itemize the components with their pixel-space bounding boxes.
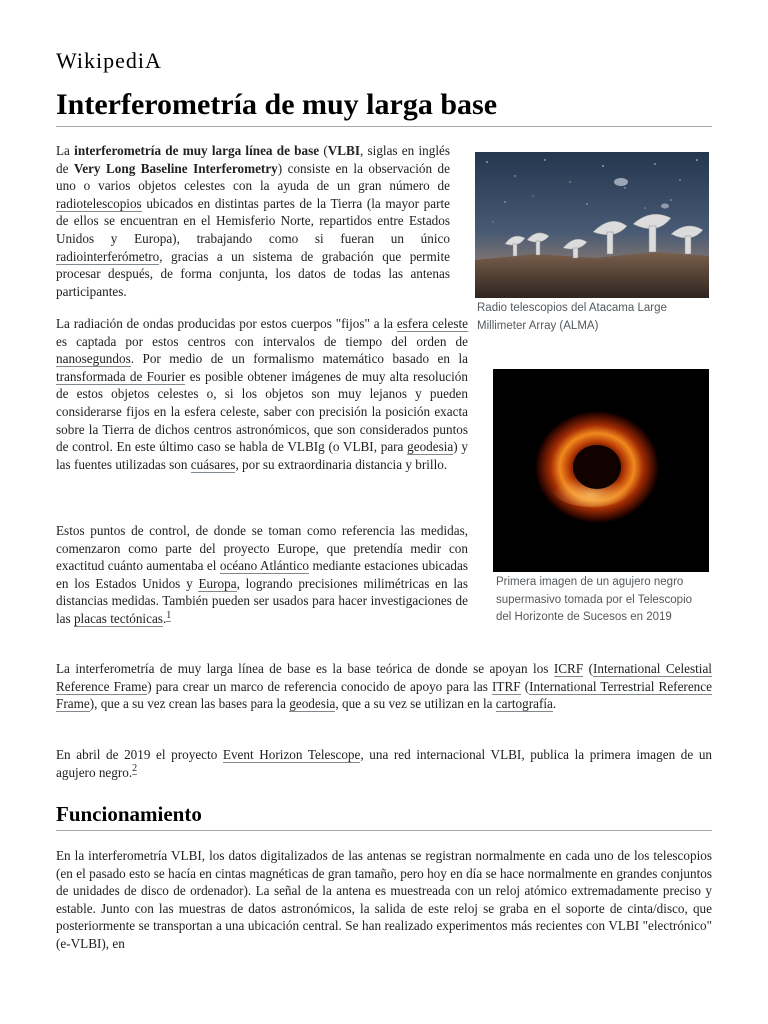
reference-2[interactable]: 2 [132,763,138,775]
link-cartografia[interactable]: cartografía [495,696,553,712]
funcionamiento-paragraph: En la interferometría VLBI, los datos digitalizados de las antenas se registran normalmente en cada uno de los telescopios (en el pasado esto se hacía en cintas magnéticas de gran tamaño, pero hoy en día se hace normalmente en grandes conjuntos de unidades de disco de ordenador). La señal de la antena es muestreada con un reloj atómico extremadamente preciso y estable. Junto con las muestras de datos astronómicos, la salida de este reloj se graba en el soporte de cinta/disco, que posteriormente se transportan a una ubicación central. Se han realizado experimentos más recientes con VLBI "electrónico" (e-VLBI), en [56,848,712,951]
section-heading-funcionamiento: Funcionamiento [56,800,712,831]
link-radiointerferometro[interactable]: radiointerferómetro [56,248,160,264]
link-geodesia-2[interactable]: geodesia [289,696,336,712]
link-icrf-full[interactable]: International Celestial Reference Frame [56,661,712,694]
wikipedia-wordmark[interactable]: WikipediA [56,48,162,73]
figure-caption-alma: Radio telescopios del Atacama Large Millimeter Array (ALMA) [477,302,667,332]
link-itrf-full[interactable]: International Terrestrial Reference Frame [56,678,712,712]
radiation-paragraph: La radiación de ondas producidas por estos cuerpos "fijos" a la esfera celeste es captada por estos centros con intervalos de tiempo del orden de nanosegundos. Por medio de un formalismo matemático basado en la transformada de Fourier es posible obtener imágenes de muy alta resolución de estos objetos celestes o, si los objetos son muy lejanos y pueden considerarse fijos en la esfera celeste, saber con precisión la posición exacta sobre la Tierra de dichos centros astronómicos, que son considerados puntos de control. En este último caso se habla de VLBIg (o VLBI, para geodesia) y las fuentes utilizadas son cuásares, por su extraordinaria distancia y brillo. [56,316,468,472]
alma-telescopes-image[interactable] [475,152,709,298]
link-europa[interactable]: Europa [198,575,237,591]
icrf-paragraph: La interferometría de muy larga línea de base es la base teórica de donde se apoyan los ICRF (International Celestial Reference Frame) para crear un marco de referencia conocido de apoyo para las ITRF (International Terrestrial Reference Frame), que a su vez crean las bases para la geodesia, que a su vez se utilizan en la cartografía. [56,661,712,712]
black-hole-image[interactable] [493,369,709,572]
link-oceano-atlantico[interactable]: océano Atlántico [219,558,310,574]
link-itrf[interactable]: ITRF [492,678,521,694]
link-radiotelescopios[interactable]: radiotelescopios [56,195,142,211]
link-cuasares[interactable]: cuásares [190,456,236,472]
figure-alma [475,152,709,335]
figure-black-hole [493,369,709,627]
figure-caption-black-hole: Primera imagen de un agujero negro supermasivo tomada por el Telescopio del Horizonte de Sucesos en 2019 [496,576,693,623]
link-event-horizon-telescope[interactable]: Event Horizon Telescope [222,747,361,762]
eht-paragraph: En abril de 2019 el proyecto Event Horizon Telescope, una red internacional VLBI, publica la primera imagen de un agujero negro.$^2$ [56,747,713,780]
link-placas-tectonicas[interactable]: placas tectónicas [73,610,163,626]
page-title: Interferometría de muy larga base [56,86,712,127]
link-nanosegundos[interactable]: nanosegundos [56,351,131,367]
link-geodesia[interactable]: geodesia [407,439,454,455]
link-transformada-de-fourier[interactable]: transformada de Fourier [56,368,186,384]
control-points-paragraph: Estos puntos de control, de donde se toman como referencia las medidas, comenzaron como parte del proyecto Europe, que pretendía medir con exactitud cuánto aumentaba el océano Atlántico mediante estaciones ubicadas en los Estados Unidos y Europa, logrando precisiones milimétricas en las distancias medidas. También pueden ser usados para hacer investigaciones de las placas tectónicas.$^1$ [56,523,469,626]
reference-1[interactable]: 1 [166,609,172,621]
intro-paragraph: La interferometría de muy larga línea de base (VLBI, siglas en inglés de Very Long Baseline Interferometry) consiste en la observación de uno o varios objetos celestes con la ayuda de un gran número de radiotelescopios ubicados en distintas partes de la Tierra (la mayor parte de ellos se encuentran en el Hemisferio Norte, repartidos entre Estados Unidos y Europa), trabajando como si fueran un único radiointerferómetro, gracias a un sistema de grabación que permite procesar después, de forma conjunta, los datos de todas las antenas participantes. [56,143,451,299]
link-icrf[interactable]: ICRF [553,661,584,676]
link-esfera-celeste[interactable]: esfera celeste [396,316,468,331]
